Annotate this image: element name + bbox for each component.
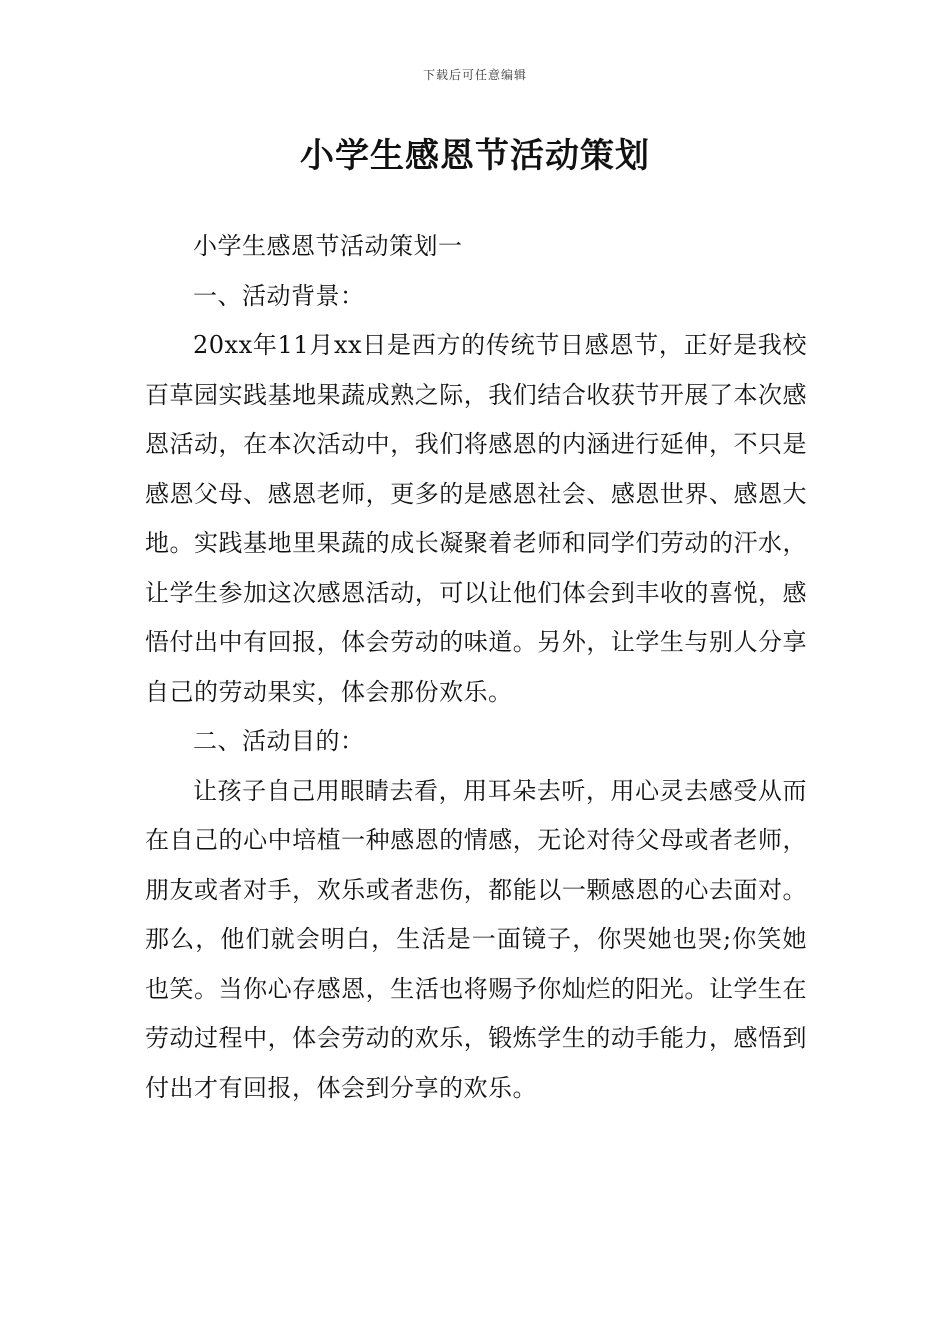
- document-body: [145, 222, 807, 1113]
- header-note: 下载后可任意编辑: [422, 68, 527, 82]
- section-heading-purpose: 二、活动目的：: [193, 727, 365, 755]
- section-heading-background: 一、活动背景：: [193, 281, 365, 310]
- subtitle-paragraph: 小学生感恩节活动策划一: [193, 232, 463, 260]
- document-title: 小学生感恩节活动策划: [300, 136, 650, 176]
- purpose-paragraph: 让孩子自己用眼睛去看，用耳朵去听，用心灵去感受从而在自己的心中培植一种感恩的情感，无论对待父母或者老师，朋友或者对手，欢乐或者悲伤，都能以一颗感恩的心去面对。那么，他们就会明白，生活是一面镜子，你哭她也哭;你笑她也笑。当你心存感恩，生活也将赐予你灿烂的阳光。让学生在劳动过程中，体会劳动的欢乐，锻炼学生的动手能力，感悟到付出才有回报，体会到分享的欢乐。: [145, 776, 807, 1102]
- background-paragraph: 20xx年11月xx日是西方的传统节日感恩节，正好是我校百草园实践基地果蔬成熟之际，我们结合收获节开展了本次感恩活动，在本次活动中，我们将感恩的内涵进行延伸，不只是感恩父母、感恩老师，更多的是感恩社会、感恩世界、感恩大地。实践基地里果蔬的成长凝聚着老师和同学们劳动的汗水，让学生参加这次感恩活动，可以让他们体会到丰收的喜悦，感悟付出中有回报，体会劳动的味道。另外，让学生与别人分享自己的劳动果实，体会那份欢乐。: [145, 331, 807, 706]
